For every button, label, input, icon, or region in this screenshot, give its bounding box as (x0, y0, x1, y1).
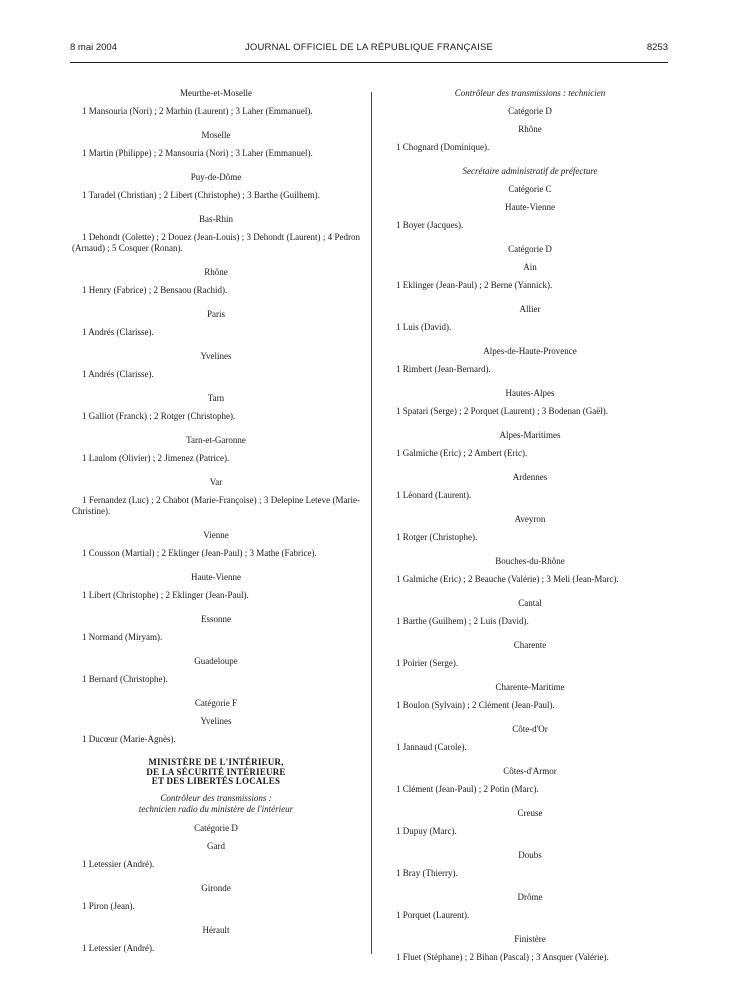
department-heading: Côtes-d'Armor (503, 766, 557, 776)
department-heading: Gard (207, 840, 225, 851)
department-heading: Essonne (201, 614, 231, 624)
result-entry: 1 Normand (Miryam). (82, 632, 163, 642)
header-rule (70, 62, 668, 63)
department-heading: Ardennes (512, 472, 548, 482)
result-entry: 1 Dupuy (Marc). (396, 826, 457, 836)
category-heading: Catégorie C (508, 184, 552, 194)
ministry-line: DE LA SÉCURITÉ INTÉRIEURE (146, 766, 286, 777)
department-heading: Tarn (207, 393, 225, 403)
result-entry: 1 Rimbert (Jean-Bernard). (396, 364, 491, 374)
column-divider (371, 92, 372, 954)
department-heading: Creuse (517, 808, 543, 818)
department-heading: Doubs (518, 850, 542, 860)
result-entry: 1 Léonard (Laurent). (396, 490, 472, 500)
department-heading: Aveyron (514, 514, 546, 524)
department-heading: Hérault (202, 924, 230, 935)
result-entry: 1 Spatari (Serge) ; 2 Porquet (Laurent) ; 3 Bodenan (Gaël). (396, 406, 609, 416)
publication-date: 8 mai 2004 (70, 42, 118, 53)
result-entry: 1 Letessier (André). (82, 942, 155, 953)
department-heading: Moselle (201, 130, 231, 140)
post-title: Secrétaire administratif de préfecture (462, 166, 598, 176)
journal-title: JOURNAL OFFICIEL DE LA RÉPUBLIQUE FRANÇAISE (244, 42, 494, 53)
department-heading: Vienne (203, 530, 229, 540)
department-heading: Yvelines (200, 351, 232, 361)
result-entry: 1 Mansouria (Nori) ; 2 Marhin (Laurent) ; 3 Laher (Emmanuel). (82, 106, 313, 116)
post-title: Contrôleur des transmissions : technicien (454, 88, 606, 98)
result-entry: 1 Luis (David). (396, 322, 452, 332)
category-heading: Catégorie D (508, 244, 552, 254)
result-entry: 1 Cousson (Martial) ; 2 Eklinger (Jean-Paul) ; 3 Mathe (Fabrice). (82, 548, 317, 558)
department-heading: Finistère (514, 934, 546, 944)
post-title-line: technicien radio du ministère de l'intérieur (138, 803, 294, 814)
post-title-line: Contrôleur des transmissions : (160, 792, 272, 803)
page-number: 8253 (646, 42, 668, 53)
department-heading: Paris (207, 309, 225, 319)
result-entry: 1 Rotger (Christophe). (396, 532, 478, 542)
department-heading: Allier (519, 304, 541, 314)
page-header (70, 42, 668, 56)
department-heading: Charente (513, 640, 547, 650)
result-entry: 1 Eklinger (Jean-Paul) ; 2 Berne (Yannick). (396, 280, 553, 290)
right-column (386, 88, 674, 976)
department-heading: Tarn-et-Garonne (186, 435, 246, 445)
result-entry: 1 Jannaud (Carole). (396, 742, 467, 752)
post-title (72, 793, 360, 815)
department-heading: Drôme (517, 892, 543, 902)
result-entry: 1 Chognard (Dominique). (396, 142, 490, 152)
result-entry: 1 Andrés (Clarisse). (82, 327, 154, 337)
department-heading: Haute-Vienne (191, 572, 241, 582)
left-column (72, 88, 360, 967)
category-heading: Catégorie D (508, 106, 552, 116)
department-heading: Guadeloupe (194, 656, 238, 666)
department-heading: Yvelines (200, 716, 232, 726)
result-entry: 1 Bray (Thierry). (396, 868, 458, 878)
result-entry: 1 Boulon (Sylvain) ; 2 Clément (Jean-Paul). (396, 700, 555, 710)
department-heading: Cantal (518, 598, 542, 608)
result-entry: 1 Piron (Jean). (82, 900, 135, 911)
department-heading: Alpes-Maritimes (499, 430, 561, 440)
department-heading: Côte-d'Or (512, 724, 548, 734)
department-heading: Ain (523, 262, 537, 272)
result-entry: 1 Fernandez (Luc) ; 2 Chabot (Marie-Françoise) ; 3 Delepine Leteve (Marie-Christine). (72, 495, 360, 516)
department-heading: Rhône (204, 267, 228, 277)
category-heading: Catégorie D (194, 822, 238, 833)
department-heading: Bas-Rhin (198, 214, 233, 224)
department-heading: Puy-de-Dôme (190, 172, 242, 182)
department-heading: Rhône (518, 124, 542, 134)
result-entry: 1 Galliot (Franck) ; 2 Rotger (Christophe). (82, 411, 236, 421)
result-entry: 1 Martin (Philippe) ; 2 Mansouria (Nori) ; 3 Laher (Emmanuel). (82, 148, 313, 158)
result-entry: 1 Galmiche (Eric) ; 2 Beauche (Valérie) ; 3 Meli (Jean-Marc). (396, 574, 619, 584)
department-heading: Hautes-Alpes (505, 388, 555, 398)
ministry-line: ET DES LIBERTÉS LOCALES (151, 776, 281, 786)
result-entry: 1 Libert (Christophe) ; 2 Eklinger (Jean-Paul). (82, 590, 249, 600)
department-heading: Alpes-de-Haute-Provence (483, 346, 577, 356)
result-entry: 1 Andrés (Clarisse). (82, 369, 154, 379)
result-entry: 1 Fluet (Stéphane) ; 2 Bihan (Pascal) ; 3 Ansquer (Valérie). (396, 952, 609, 962)
result-entry: 1 Barthe (Guilhem) ; 2 Luis (David). (396, 616, 529, 626)
result-entry: 1 Poirier (Serge). (396, 658, 459, 668)
result-entry: 1 Boyer (Jacques). (396, 220, 464, 230)
department-heading: Bouches-du-Rhône (495, 556, 565, 566)
department-heading: Charente-Maritime (495, 682, 565, 692)
result-entry: 1 Galmiche (Eric) ; 2 Ambert (Eric). (396, 448, 528, 458)
department-heading: Haute-Vienne (505, 202, 555, 212)
department-heading: Gironde (201, 882, 231, 893)
result-entry: 1 Clément (Jean-Paul) ; 2 Potin (Marc). (396, 784, 539, 794)
result-entry: 1 Ducœur (Marie-Agnès). (82, 734, 176, 744)
department-heading: Var (209, 477, 223, 487)
ministry-title (72, 758, 360, 787)
category-heading: Catégorie F (194, 698, 238, 708)
result-entry: 1 Letessier (André). (82, 858, 155, 869)
result-entry: 1 Porquet (Laurent). (396, 910, 470, 920)
result-entry: 1 Taradel (Christian) ; 2 Libert (Christophe) ; 3 Barthe (Guilhem). (82, 190, 320, 200)
department-heading: Meurthe-et-Moselle (180, 88, 252, 98)
result-entry: 1 Laulom (Olivier) ; 2 Jimenez (Patrice). (82, 453, 230, 463)
result-entry: 1 Dehondt (Colette) ; 2 Douez (Jean-Louis) ; 3 Dehondt (Laurent) ; 4 Pedron (Arnaud) ; 5 Cosquer (Ronan). (72, 232, 360, 253)
result-entry: 1 Bernard (Christophe). (82, 674, 168, 684)
result-entry: 1 Henry (Fabrice) ; 2 Bensaou (Rachid). (82, 285, 228, 295)
ministry-line: MINISTÈRE DE L'INTÉRIEUR, (148, 757, 284, 767)
